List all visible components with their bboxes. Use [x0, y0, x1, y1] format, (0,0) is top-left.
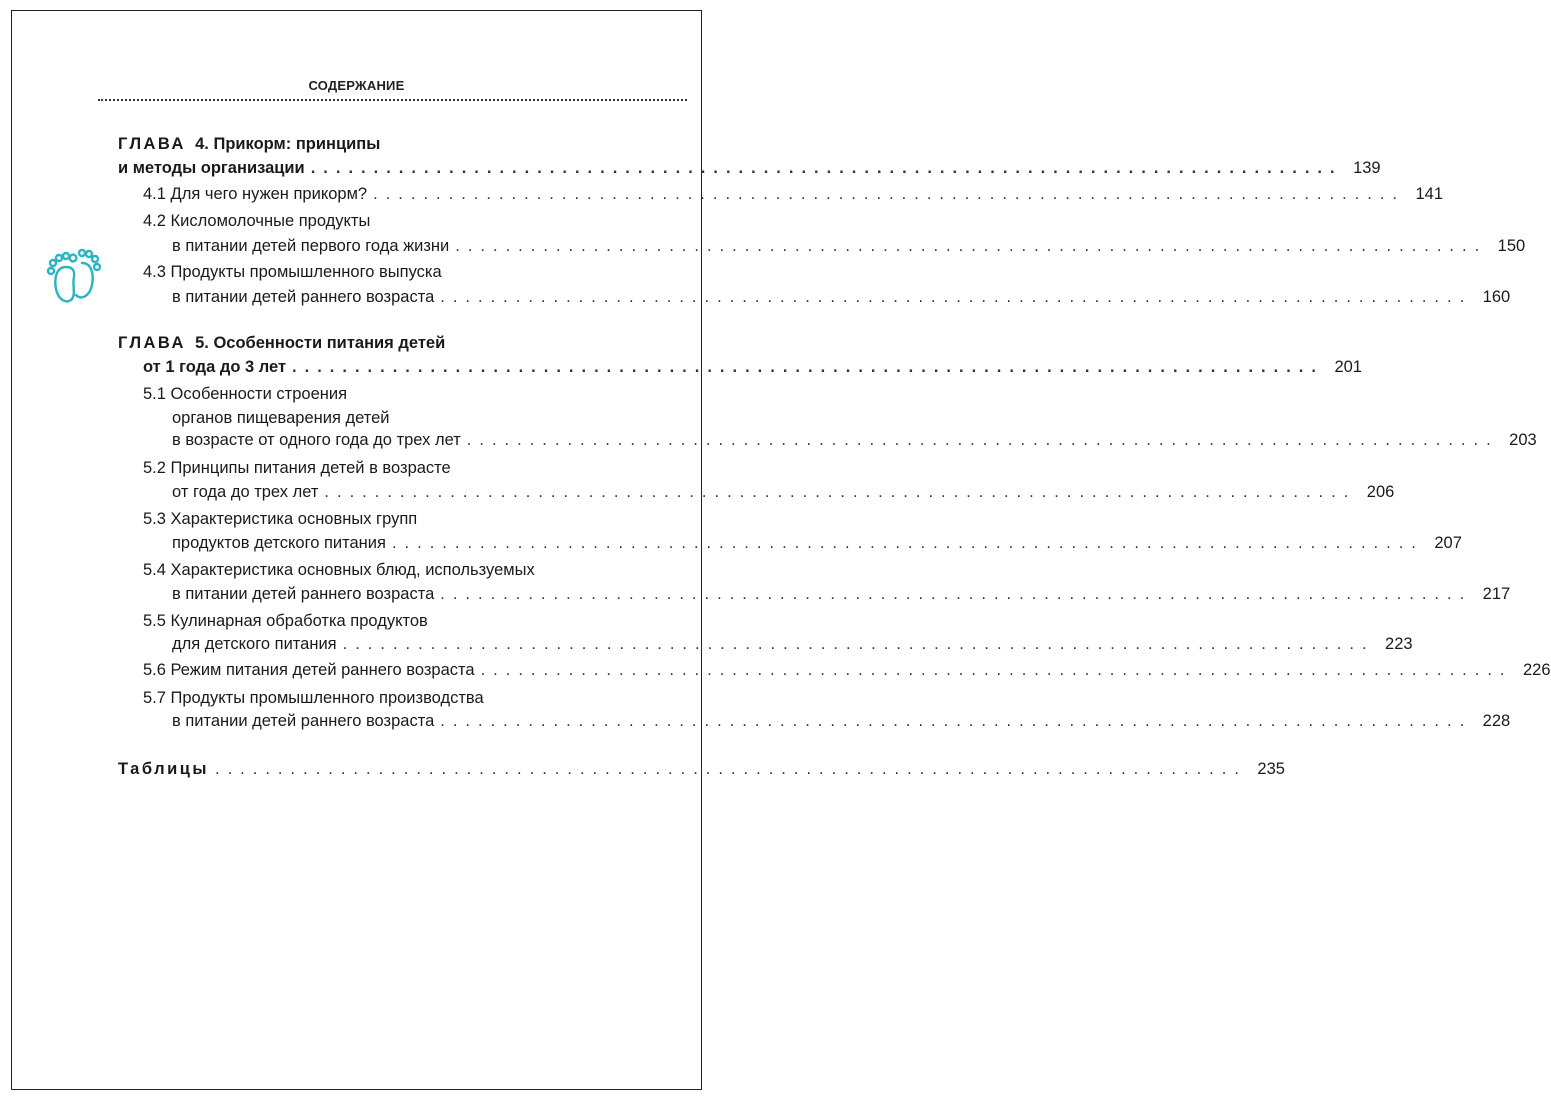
running-head: СОДЕРЖАНИЕ: [308, 78, 405, 93]
leader-dots: ..................................................................................: [455, 237, 1488, 255]
section-title-cont: в питании детей раннего возраста: [172, 585, 435, 603]
chapter-title-cont: и методы организации: [118, 159, 305, 177]
chapter-title-cont: от 1 года до 3 лет: [143, 358, 287, 376]
dotted-rule: [98, 99, 687, 101]
chapter-label: ГЛАВА: [118, 334, 186, 352]
section-4-3-line1[interactable]: 4.3 Продукты промышленного выпуска: [143, 263, 442, 281]
page-number: 226: [1522, 661, 1551, 679]
section-title: 5.6 Режим питания детей раннего возраста: [143, 661, 475, 679]
leader-dots: ..................................................................................: [310, 159, 1343, 177]
section-5-5[interactable]: [172, 633, 1413, 655]
section-5-1[interactable]: [172, 429, 1537, 451]
chapter-title: 4. Прикорм: принципы: [195, 135, 381, 153]
section-5-5-line1[interactable]: 5.5 Кулинарная обработка продуктов: [143, 612, 428, 630]
leader-dots: ..................................................................................: [391, 534, 1424, 552]
section-5-3-line1[interactable]: 5.3 Характеристика основных групп: [143, 510, 418, 528]
section-4-1[interactable]: [143, 183, 1444, 205]
page-number: 223: [1385, 635, 1413, 653]
section-5-2-line1[interactable]: 5.2 Принципы питания детей в возрасте: [143, 459, 451, 477]
leader-dots: ..................................................................................: [342, 635, 1375, 653]
page-number: 160: [1482, 288, 1511, 306]
leader-dots: ..................................................................................: [466, 431, 1499, 449]
leader-dots: ..................................................................................: [440, 288, 1473, 306]
section-5-1-line1[interactable]: 5.1 Особенности строения: [143, 385, 348, 403]
leader-dots: ..................................................................................: [215, 760, 1247, 778]
section-5-4[interactable]: [172, 583, 1511, 605]
section-5-7[interactable]: [172, 710, 1511, 732]
page-number: 141: [1415, 185, 1444, 203]
section-title-cont: в питании детей первого года жизни: [172, 237, 450, 255]
leader-dots: ..................................................................................: [440, 585, 1473, 603]
leader-dots: ..................................................................................: [480, 661, 1513, 679]
page-number: 203: [1509, 431, 1537, 449]
page-number: 139: [1353, 159, 1381, 177]
page-number: 207: [1434, 534, 1462, 552]
section-5-3[interactable]: [172, 532, 1462, 554]
section-4-2[interactable]: [172, 235, 1526, 257]
page-number: 206: [1366, 483, 1395, 501]
page-number: 201: [1334, 358, 1362, 376]
section-5-7-line1[interactable]: 5.7 Продукты промышленного производства: [143, 689, 484, 707]
section-title-cont: продуктов детского питания: [172, 534, 386, 552]
section-title-cont: в возрасте от одного года до трех лет: [172, 431, 461, 449]
section-title-cont: в питании детей раннего возраста: [172, 712, 435, 730]
book-page: [11, 10, 1551, 1090]
section-4-2-line1[interactable]: 4.2 Кисломолочные продукты: [143, 212, 371, 230]
tables-title: Таблицы: [118, 760, 209, 778]
leader-dots: ..................................................................................: [373, 185, 1406, 203]
chapter-label: ГЛАВА: [118, 135, 186, 153]
leader-dots: ..................................................................................: [324, 483, 1357, 501]
section-5-2[interactable]: [172, 481, 1395, 503]
baby-feet-icon: [42, 249, 106, 309]
page-number: 217: [1482, 585, 1511, 603]
chapter-4-entry[interactable]: [118, 157, 1381, 179]
chapter-5-entry[interactable]: [143, 356, 1362, 378]
section-title: 4.1 Для чего нужен прикорм?: [143, 185, 368, 203]
tables-entry[interactable]: [118, 758, 1285, 780]
section-title-cont: в питании детей раннего возраста: [172, 288, 435, 306]
section-title-cont: от года до трех лет: [172, 483, 319, 501]
section-5-4-line1[interactable]: 5.4 Характеристика основных блюд, используемых: [143, 561, 535, 579]
page-number: 235: [1257, 760, 1285, 778]
section-5-1-line2[interactable]: органов пищеварения детей: [172, 409, 390, 427]
section-4-3[interactable]: [172, 286, 1511, 308]
section-title-cont: для детского питания: [172, 635, 337, 653]
page-number: 150: [1497, 237, 1526, 255]
section-5-6[interactable]: [143, 659, 1551, 681]
chapter-title: 5. Особенности питания детей: [195, 334, 446, 352]
leader-dots: ..................................................................................: [440, 712, 1473, 730]
chapter-4-title-line1[interactable]: [118, 133, 380, 155]
page-number: 228: [1482, 712, 1511, 730]
chapter-5-title-line1[interactable]: [118, 332, 445, 354]
leader-dots: ..................................................................................: [292, 358, 1324, 376]
